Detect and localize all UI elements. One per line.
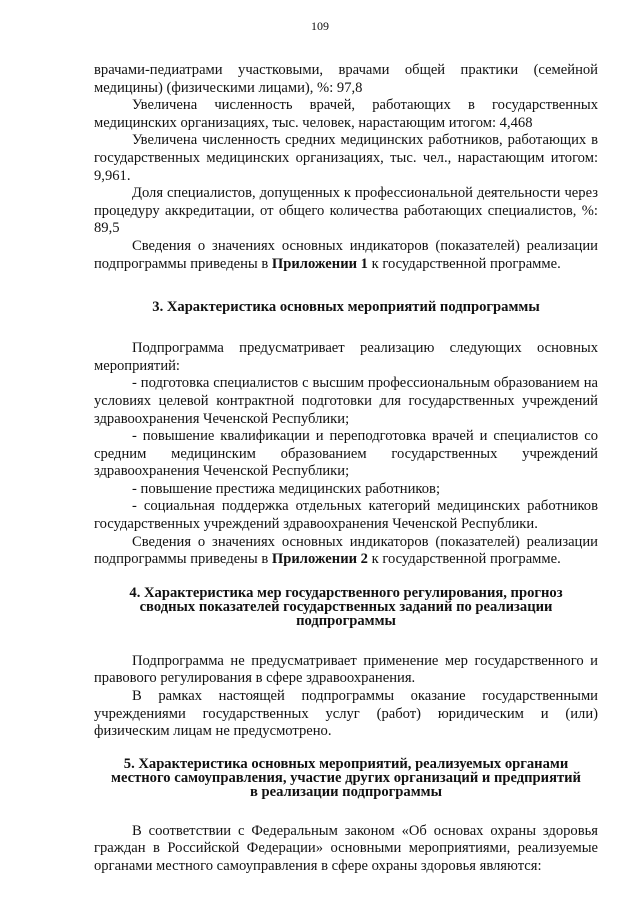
section-3-item: - повышение квалификации и переподготовка врачей и специалистов со средним медицинским образованием государственных учреждений здравоохранения Чеченской Республики;	[94, 428, 598, 480]
appendix-2-reference: Приложении 2	[271, 551, 368, 568]
section-3-item: - подготовка специалистов с высшим профессиональным образованием на условиях целевой контрактной подготовки для государственных учреждений здравоохранения Чеченской Республики;	[94, 375, 598, 427]
section-4-heading-line: 4. Характеристика мер государственного регулирования, прогноз	[129, 584, 563, 601]
paragraph-indicators-appendix-1	[94, 238, 598, 273]
section-4-paragraph: Подпрограмма не предусматривает применение мер государственного и правового регулирования в сфере здравоохранения.	[94, 652, 598, 687]
section-5-heading-line: в реализации подпрограммы	[250, 783, 442, 800]
paragraph-indicators-appendix-2	[94, 534, 598, 569]
section-4-heading-line: сводных показателей государственных заданий по реализации	[139, 598, 553, 615]
appendix-1-reference: Приложении 1	[271, 255, 368, 272]
section-4-paragraph: В рамках настоящей подпрограммы оказание государственными учреждениями государственных услуг (работ) юридическим и (или) физическим лицам не предусмотрено.	[94, 688, 598, 740]
section-4-heading	[94, 586, 598, 628]
document-body	[94, 62, 598, 876]
section-3-item: - социальная поддержка отдельных категорий медицинских работников государственных учреждений здравоохранения Чеченской Республики.	[94, 498, 598, 533]
section-3-heading: 3. Характеристика основных мероприятий подпрограммы	[152, 299, 540, 316]
appendix-1-text-before: Сведения о значениях основных индикаторов (показателей) реализации подпрограммы приведены в	[94, 237, 598, 272]
appendix-2-text-after: к государственной программе.	[367, 551, 561, 568]
section-5-paragraph: В соответствии с Федеральным законом «Об основах охраны здоровья граждан в Российской Федерации» основными мероприятиями, реализуемые органами местного самоуправления в сфере охраны здоровья являются:	[94, 822, 598, 874]
page-number: 109	[311, 19, 329, 33]
paragraph-nurses-count: Увеличена численность средних медицинских работников, работающих в государственных медицинских организациях, тыс. чел., нарастающим итогом: 9,961.	[94, 132, 598, 184]
paragraph-accreditation-share: Доля специалистов, допущенных к профессиональной деятельности через процедуру аккредитации, от общего количества работающих специалистов, %: 89,5	[94, 185, 598, 237]
appendix-2-text-before: Сведения о значениях основных индикаторов (показателей) реализации подпрограммы приведены в	[94, 533, 598, 568]
section-3-item: - повышение престижа медицинских работников;	[132, 480, 440, 497]
paragraph-pediatricians: врачами-педиатрами участковыми, врачами общей практики (семейной медицины) (физическими лицами), %: 97,8	[94, 62, 598, 96]
section-5-heading-line: 5. Характеристика основных мероприятий, реализуемых органами	[123, 755, 569, 772]
appendix-1-text-after: к государственной программе.	[367, 255, 561, 272]
section-5-heading	[94, 757, 598, 799]
section-3-intro: Подпрограмма предусматривает реализацию следующих основных мероприятий:	[94, 340, 598, 374]
paragraph-doctors-count: Увеличена численность врачей, работающих в государственных медицинских организациях, тыс. человек, нарастающим итогом: 4,468	[94, 97, 598, 131]
section-4-heading-line: подпрограммы	[296, 612, 396, 629]
section-5-heading-line: местного самоуправления, участие других организаций и предприятий	[111, 769, 581, 786]
